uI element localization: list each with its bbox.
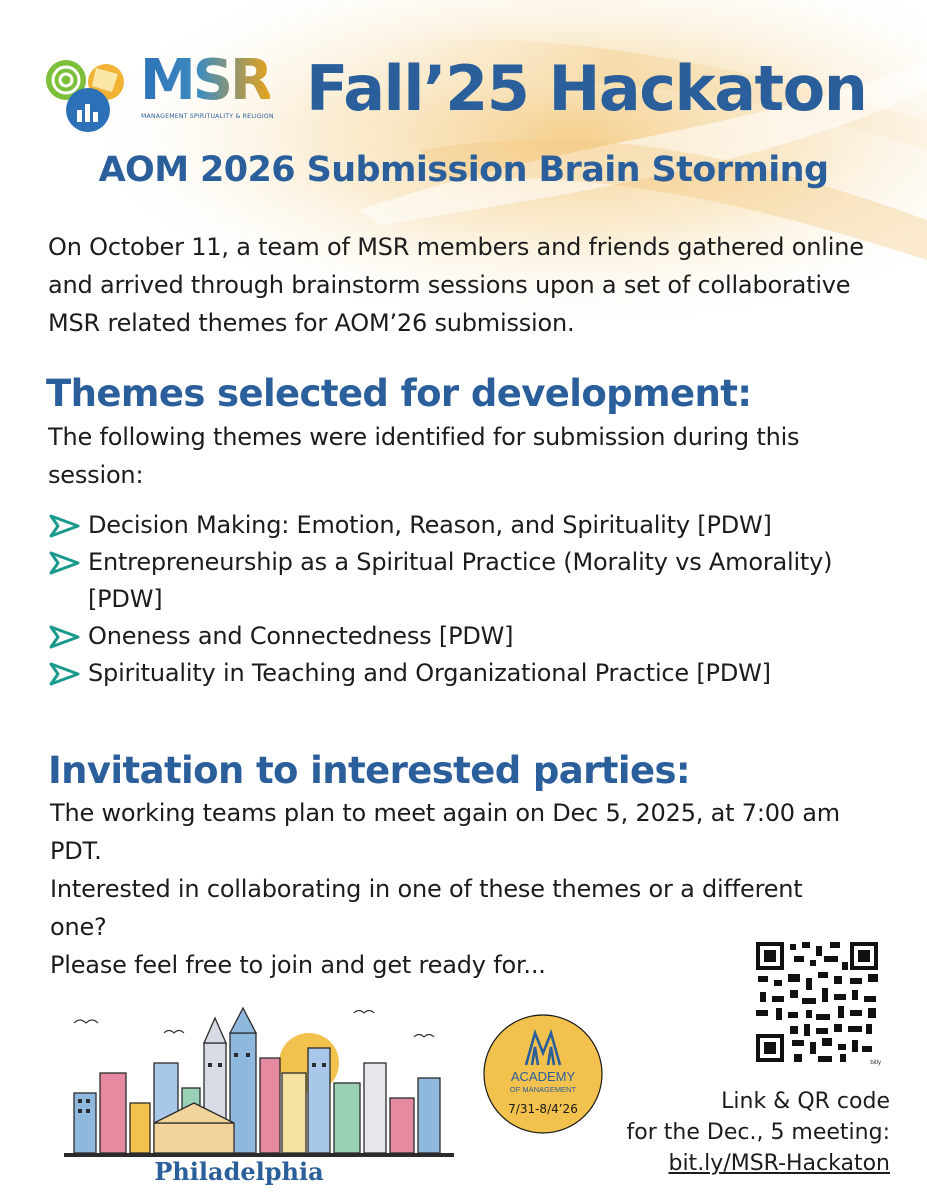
logo-subtitle: MANAGEMENT SPIRITUALITY & RELIGION: [141, 113, 274, 120]
link-caption-line1: Link & QR code: [721, 1089, 890, 1114]
msr-logo: [44, 48, 294, 132]
chevron-right-icon: [48, 513, 82, 539]
theme-label: Oneness and Connectedness [PDW]: [88, 622, 514, 650]
invitation-line: Interested in collaborating in one of these themes or a different one?: [50, 875, 803, 941]
themes-intro: The following themes were identified for submission during this session:: [48, 423, 800, 489]
aom-badge-line2: OF MANAGEMENT: [509, 1085, 577, 1094]
intro-paragraph: On October 11, a team of MSR members and friends gathered online and arrived through brainstorm sessions upon a set of collaborative MSR related themes for AOM’26 submission.: [48, 233, 864, 337]
meeting-link[interactable]: bit.ly/MSR-Hackaton: [668, 1151, 890, 1176]
list-item: [48, 544, 878, 618]
theme-label: Spirituality in Teaching and Organizational Practice [PDW]: [88, 659, 771, 687]
page-subtitle: AOM 2026 Submission Brain Storming: [98, 150, 829, 190]
msr-emblem-icon: [44, 52, 140, 136]
aom-badge-dates: 7/31-8/4’26: [508, 1102, 578, 1116]
academy-of-management-badge: [482, 1013, 604, 1135]
page-title: Fall’25 Hackaton: [306, 52, 867, 125]
list-item: [48, 655, 878, 692]
philadelphia-skyline-illustration: [54, 1003, 464, 1193]
meeting-link-block: [600, 1086, 890, 1179]
invitation-text: [50, 794, 850, 984]
logo-wordmark: MSR: [140, 48, 271, 113]
qr-code[interactable]: [754, 940, 884, 1066]
theme-label: Entrepreneurship as a Spiritual Practice (Morality vs Amorality) [PDW]: [88, 548, 833, 613]
bitly-mark: bitly: [870, 1060, 881, 1066]
chevron-right-icon: [48, 550, 82, 576]
invitation-line: Please feel free to join and get ready for...: [50, 951, 546, 979]
city-label: Philadelphia: [154, 1157, 324, 1186]
list-item: [48, 507, 878, 544]
theme-label: Decision Making: Emotion, Reason, and Spirituality [PDW]: [88, 511, 772, 539]
chevron-right-icon: [48, 661, 82, 687]
link-caption-line2: for the Dec., 5 meeting:: [626, 1120, 890, 1145]
invitation-line: The working teams plan to meet again on Dec 5, 2025, at 7:00 am PDT.: [50, 799, 840, 865]
invitation-heading: Invitation to interested parties:: [48, 749, 691, 792]
themes-heading: Themes selected for development:: [46, 372, 752, 415]
aom-badge-line1: ACADEMY: [510, 1069, 576, 1084]
themes-list: [48, 507, 878, 692]
list-item: [48, 618, 878, 655]
chevron-right-icon: [48, 624, 82, 650]
